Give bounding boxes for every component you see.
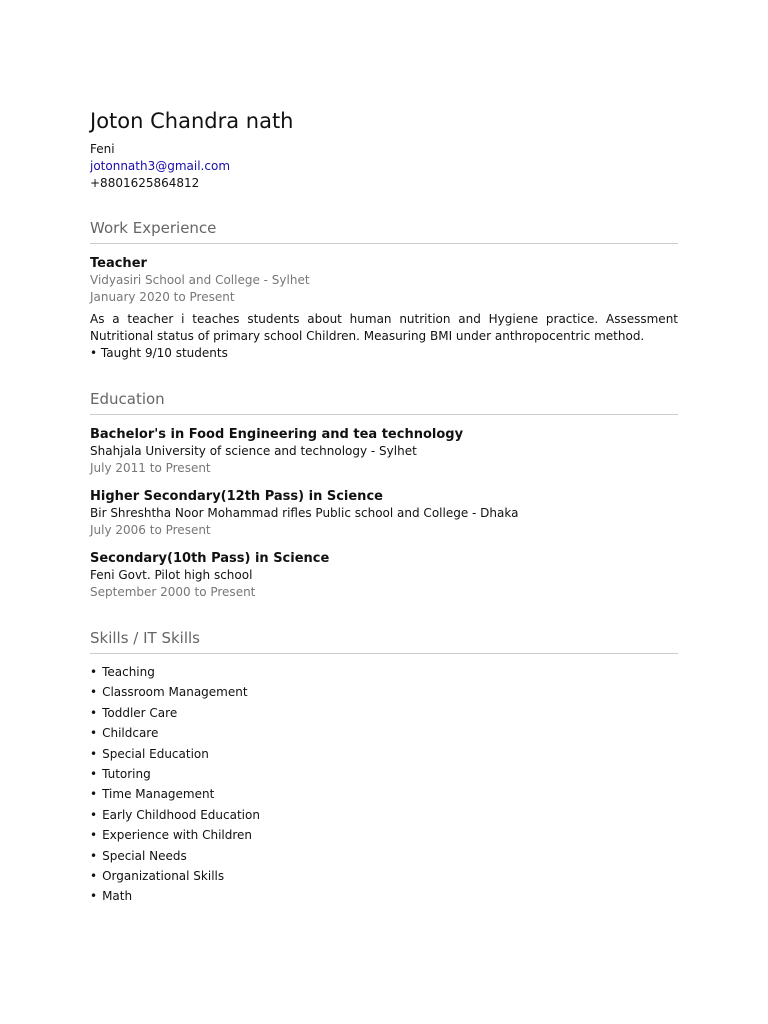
email-link[interactable]: jotonnath3@gmail.com — [90, 159, 231, 173]
education-section — [90, 389, 678, 601]
skill-item: • Experience with Children — [90, 825, 678, 845]
skill-item: • Tutoring — [90, 764, 678, 784]
skill-item: • Childcare — [90, 723, 678, 743]
education-school: Bir Shreshtha Noor Mohammad rifles Public school and College - Dhaka — [90, 506, 519, 520]
education-degree: Bachelor's in Food Engineering and tea technology — [90, 427, 464, 442]
job-entry — [90, 255, 678, 362]
skill-item: • Special Education — [90, 744, 678, 764]
skill-item: • Math — [90, 886, 678, 906]
contact-block — [90, 141, 678, 192]
education-school: Feni Govt. Pilot high school — [90, 568, 253, 582]
education-entry — [90, 426, 678, 477]
skill-item: • Teaching — [90, 662, 678, 682]
skill-item: • Organizational Skills — [90, 866, 678, 886]
resume-content — [90, 108, 678, 907]
skills-section — [90, 628, 678, 907]
education-entry — [90, 488, 678, 539]
education-degree: Higher Secondary(12th Pass) in Science — [90, 489, 383, 504]
phone-text: +8801625864812 — [90, 176, 200, 190]
section-title-education: Education — [90, 389, 678, 415]
education-dates: September 2000 to Present — [90, 585, 256, 599]
candidate-name: Joton Chandra nath — [90, 109, 294, 133]
section-title-skills: Skills / IT Skills — [90, 628, 678, 654]
skill-item: • Early Childhood Education — [90, 805, 678, 825]
education-dates: July 2006 to Present — [90, 523, 211, 537]
skill-item: • Special Needs — [90, 846, 678, 866]
location-text: Feni — [90, 142, 115, 156]
section-title-work: Work Experience — [90, 218, 678, 244]
job-description: As a teacher i teaches students about human nutrition and Hygiene practice. Assessment Nutritional status of primary school Children. Measuring BMI under anthropocentric method. — [90, 312, 678, 343]
skill-item: • Toddler Care — [90, 703, 678, 723]
education-entry — [90, 550, 678, 601]
skill-item: • Time Management — [90, 784, 678, 804]
job-bullet: • Taught 9/10 students — [90, 346, 228, 360]
skills-list — [90, 662, 678, 907]
skill-item: • Classroom Management — [90, 682, 678, 702]
education-school: Shahjala University of science and technology - Sylhet — [90, 444, 417, 458]
education-degree: Secondary(10th Pass) in Science — [90, 551, 330, 566]
education-dates: July 2011 to Present — [90, 461, 211, 475]
job-title: Teacher — [90, 256, 147, 271]
job-dates: January 2020 to Present — [90, 290, 235, 304]
work-experience-section — [90, 218, 678, 362]
job-org: Vidyasiri School and College - Sylhet — [90, 273, 310, 287]
